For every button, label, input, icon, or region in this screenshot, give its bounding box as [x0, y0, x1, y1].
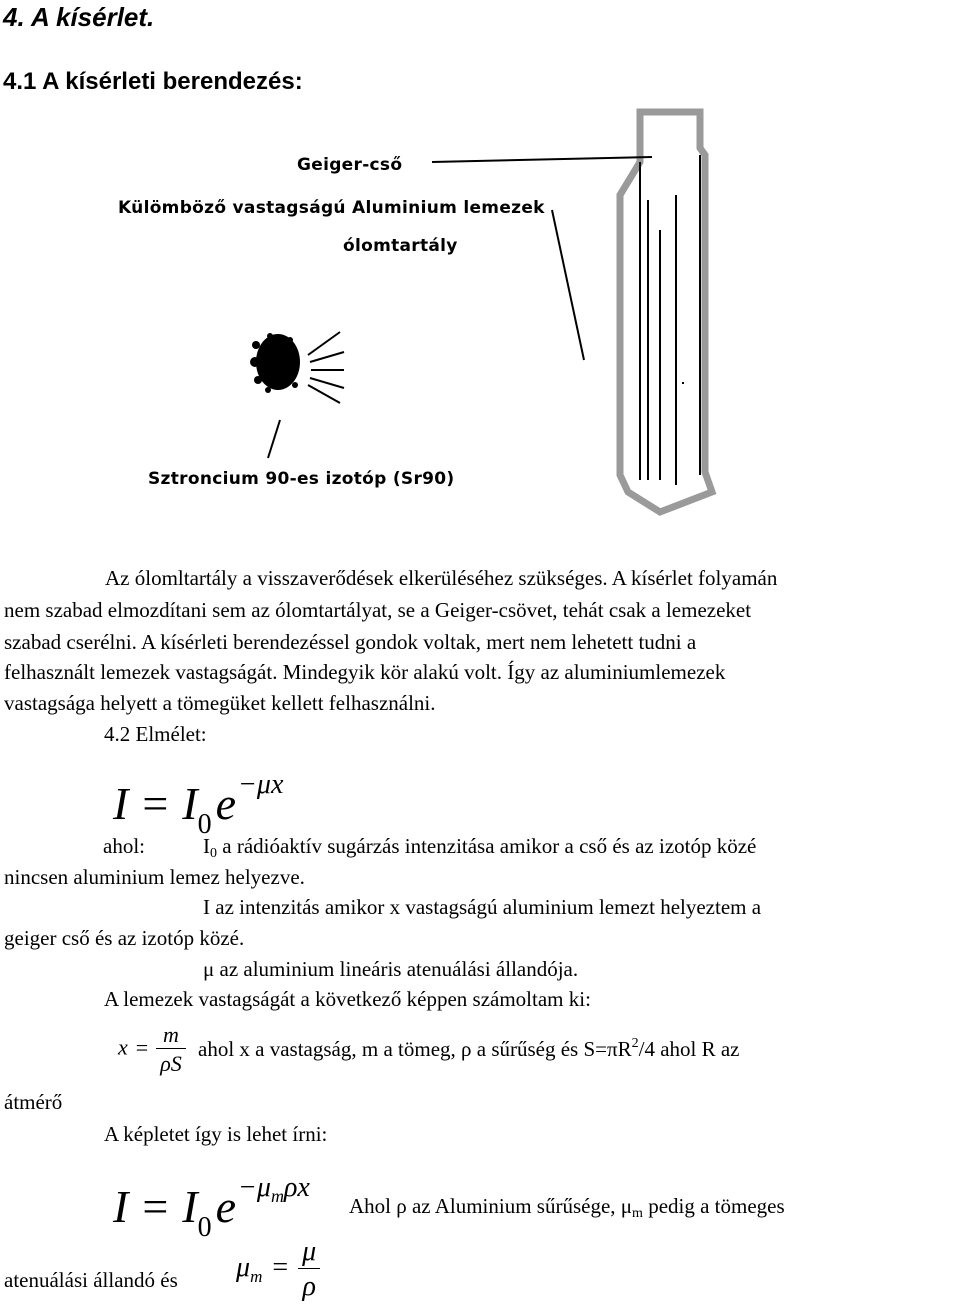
i0-definition-cont: nincsen aluminium lemez helyezve.: [4, 865, 305, 889]
radiation-rays: [308, 332, 344, 403]
rewrite-intro: A képletet így is lehet írni:: [104, 1122, 328, 1146]
formula-mass-attenuation: $I = I_0e^{-\mu_m\rho x}$: [113, 1172, 310, 1243]
geiger-tube: [620, 112, 712, 512]
mu-definition: μ az aluminium lineáris atenuálási állandója.: [203, 957, 579, 981]
page-heading: 4. A kísérlet.: [3, 2, 155, 32]
formula-attenuation: $I = I_0e^{-\mu x}$: [113, 769, 284, 840]
formula3-note: Ahol ρ az Aluminium sűrűsége, $\mu_m$ pedig a tömeges: [349, 1194, 785, 1221]
paragraph-line-1: Az ólomltartály a visszaverődések elkerüléséhez szükséges. A kísérlet folyamán: [105, 566, 778, 590]
last-line-text: atenuálási állandó és: [4, 1268, 178, 1292]
label-lead-container: ólomtartály: [343, 236, 458, 256]
label-aluminium-plates: Külömböző vastagságú Aluminium lemezek: [118, 198, 545, 218]
paragraph-line-3: szabad cserélni. A kísérleti berendezéssel gondok voltak, mert nem lehetett tudni a: [4, 630, 697, 654]
formula-thickness: x = $\frac{m}{\rho S}$: [118, 1022, 186, 1077]
paragraph-line-4: felhasznált lemezek vastagságát. Mindegyik kör alakú volt. Így az aluminiumlemezek: [4, 660, 726, 684]
label-geiger-tube: Geiger-cső: [297, 155, 403, 175]
i0-definition: $I_0$ a rádióaktív sugárzás intenzitása amikor a cső és az izotóp közé: [203, 834, 757, 861]
paragraph-line-5: vastagsága helyett a tömegüket kellett felhasználni.: [4, 691, 436, 715]
label-sr90-source: Sztroncium 90-es izotóp (Sr90): [148, 469, 455, 489]
section-heading-theory: 4.2 Elmélet:: [104, 722, 207, 746]
thickness-explanation-cont: átmérő: [4, 1090, 63, 1114]
section-heading-setup: 4.1 A kísérleti berendezés:: [3, 68, 303, 95]
i-definition: I az intenzitás amikor x vastagságú aluminium lemezt helyeztem a: [203, 895, 762, 919]
i-definition-cont: geiger cső és az izotóp közé.: [4, 926, 245, 950]
radioactive-source-icon: [250, 333, 300, 393]
formula-mu-m: $\mu_m$ = $\frac{\mu}{\rho}$: [236, 1236, 320, 1303]
thickness-explanation: ahol x a vastagság, m a tömeg, ρ a sűrűség és $S=\pi R^2/4$ ahol R az: [198, 1036, 740, 1061]
ahol-label: ahol:: [103, 834, 145, 858]
paragraph-line-2: nem szabad elmozdítani sem az ólomtartályat, se a Geiger-csövet, tehát csak a lemezeket: [4, 598, 752, 622]
thickness-intro: A lemezek vastagságát a következő képpen számoltam ki:: [104, 987, 591, 1011]
